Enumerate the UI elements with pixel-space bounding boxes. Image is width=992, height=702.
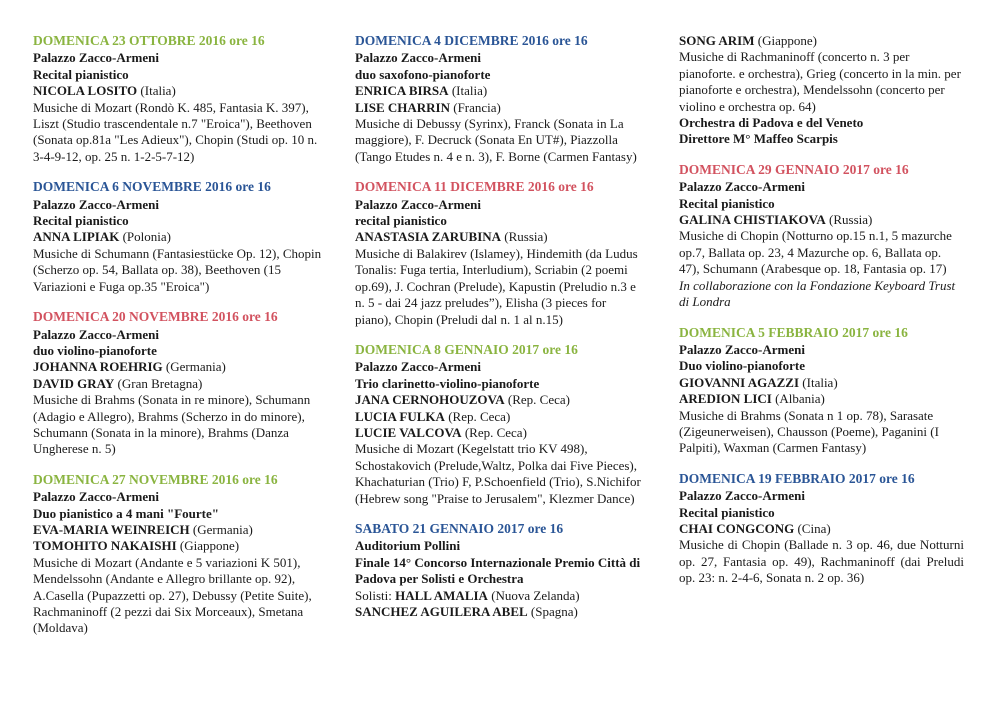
bold-text: recital pianistico [355, 213, 447, 229]
country-label: (Spagna) [527, 604, 578, 619]
concert-info-line [679, 505, 964, 521]
concert-info-line [33, 376, 323, 392]
bold-text: Palazzo Zacco-Armeni [679, 179, 805, 195]
bold-text: ENRICA BIRSA [355, 83, 449, 99]
concert-info-line [679, 212, 964, 228]
bold-text: DAVID GRAY [33, 375, 115, 391]
concert-info-line [33, 50, 323, 66]
concert-entry [33, 309, 323, 458]
bold-text: Direttore M° Maffeo Scarpis [679, 131, 838, 147]
bold-text: CHAI CONGCONG [679, 520, 795, 536]
line-text: Musiche di Brahms (Sonata n 1 op. 78), Sarasate (Zigeunerweisen), Chausson (Poeme), Paganini (I Palpiti), Waxman (Carmen Fantasy) [679, 407, 939, 456]
concert-info-line [33, 83, 323, 99]
concert-info-line [33, 67, 323, 83]
country-label: (Albania) [771, 391, 825, 407]
bold-text: Palazzo Zacco-Armeni [355, 196, 481, 212]
program-text [33, 246, 323, 295]
country-label: (Italia) [448, 83, 488, 99]
concert-info-line [679, 33, 964, 49]
bold-text: Palazzo Zacco-Armeni [33, 196, 159, 212]
bold-text: LUCIE VALCOVA [355, 424, 462, 440]
bold-text: Palazzo Zacco-Armeni [355, 50, 481, 66]
concert-info-line [679, 196, 964, 212]
country-label: (Polonia) [119, 229, 171, 245]
bold-text: Recital pianistico [679, 195, 775, 211]
concert-date-heading: SABATO 21 GENNAIO 2017 ore 16 [355, 520, 564, 536]
concert-info-line [355, 359, 645, 375]
line-text: Musiche di Balakirev (Islamey), Hindemith (da Ludus Tonalis: Fuga tertia, Interludium), Scriabin (2 poemi op.69), J. Cochran (Prelude), Kapustin (Preludio n.3 e n. 5 - dai 24 jazz preludes”), Elisha (3 pieces for piano), Chopin (Preludi dal n. 1 al n.15) [355, 245, 638, 327]
concert-info-line [355, 392, 645, 408]
bold-text: ANASTASIA ZARUBINA [355, 229, 502, 245]
country-label: (Rep. Ceca) [461, 424, 527, 440]
concert-info-line [355, 555, 645, 588]
bold-text: Recital pianistico [679, 504, 775, 520]
concert-entry [679, 33, 964, 148]
concert-info-line [33, 327, 323, 343]
concert-entry [355, 179, 645, 328]
bold-text: Palazzo Zacco-Armeni [33, 50, 159, 66]
bold-text: HALL AMALIA [395, 587, 488, 603]
country-label: (Gran Bretagna) [114, 375, 203, 391]
line-text: Musiche di Debussy (Syrinx), Franck (Sonata in La maggiore), F. Decruck (Sonata En UT#), Piazzolla (Tango Etudes n. 4 e n. 3), F. Borne (Carmen Fantasy) [355, 116, 637, 164]
concert-date-heading: DOMENICA 20 NOVEMBRE 2016 ore 16 [33, 309, 278, 325]
bold-text: JANA CERNOHOUZOVA [355, 392, 505, 408]
concert-entry [33, 179, 323, 295]
country-label: (Rep. Ceca) [504, 392, 570, 408]
program-text [679, 537, 964, 586]
concert-info-line [355, 588, 645, 604]
country-label: (Giappone) [176, 538, 240, 554]
concert-info-line [355, 376, 645, 392]
concert-entry [33, 33, 323, 165]
bold-text: JOHANNA ROEHRIG [33, 359, 163, 375]
bold-text: LISE CHARRIN [355, 99, 450, 115]
bold-text: Palazzo Zacco-Armeni [679, 341, 805, 357]
concert-info-line [355, 604, 645, 620]
bold-text: Palazzo Zacco-Armeni [679, 488, 805, 504]
concert-info-line [355, 67, 645, 83]
concert-info-line [33, 197, 323, 213]
bold-text: Palazzo Zacco-Armeni [355, 359, 481, 375]
program-text [679, 408, 964, 457]
concert-date-heading: DOMENICA 6 NOVEMBRE 2016 ore 16 [33, 179, 271, 195]
country-label: (Italia) [799, 374, 838, 390]
bold-text: TOMOHITO NAKAISHI [33, 538, 177, 554]
bold-text: Finale 14° Concorso Internazionale Premio Città di Padova per Solisti e Orchestra [355, 554, 641, 587]
concert-info-line [679, 179, 964, 195]
country-label: (Giappone) [754, 33, 817, 48]
bold-text: Recital pianistico [33, 66, 129, 82]
concert-info-line [679, 342, 964, 358]
bold-text: SONG ARIM [679, 33, 755, 48]
column-1 [33, 33, 323, 651]
concert-info-line [355, 538, 645, 554]
bold-text: Palazzo Zacco-Armeni [33, 489, 159, 505]
program-text [679, 228, 964, 277]
concert-date-heading: DOMENICA 5 FEBBRAIO 2017 ore 16 [679, 324, 908, 340]
program-text [355, 246, 645, 328]
line-text: Musiche di Rachmaninoff (concerto n. 3 per pianoforte. e orchestra), Grieg (concerto in la min. per pianoforte e orchestra), Mendelssohn (concerto per violino e orchestra op. 64) [679, 49, 961, 114]
concert-date-heading: DOMENICA 11 DICEMBRE 2016 ore 16 [355, 179, 594, 195]
concert-entry [679, 471, 964, 587]
bold-text: NICOLA LOSITO [33, 83, 138, 99]
concert-date-heading: DOMENICA 8 GENNAIO 2017 ore 16 [355, 341, 578, 357]
bold-text: SANCHEZ AGUILERA ABEL [355, 604, 528, 619]
program-text [679, 49, 964, 115]
concert-info-line [355, 229, 645, 245]
concert-info-line [355, 197, 645, 213]
bold-text: GIOVANNI AGAZZI [679, 374, 800, 390]
concert-info-line [355, 83, 645, 99]
bold-text: Duo violino-pianoforte [679, 358, 806, 374]
column-2 [355, 33, 645, 634]
bold-text: ANNA LIPIAK [33, 229, 120, 245]
concert-date-heading: DOMENICA 29 GENNAIO 2017 ore 16 [679, 161, 909, 177]
line-text: Musiche di Chopin (Ballade n. 3 op. 46, due Notturni op. 27, Fantasia op. 49), Rachmaninoff (dai Preludi op. 23: n. 2-4-6, Sonata n. 2 op. 36) [679, 537, 964, 586]
concert-info-line [355, 425, 645, 441]
line-text: Musiche di Mozart (Rondò K. 485, Fantasia K. 397), Liszt (Studio trascendentale n.7 "Eroica"), Beethoven (Sonata op.81a "Les Adieux"), Chopin (Studi op. 10 n. 3-4-9-12, op. 25 n. 1-2-5-7-12) [33, 99, 318, 164]
concert-info-line [679, 115, 964, 131]
concert-date-heading: DOMENICA 23 OTTOBRE 2016 ore 16 [33, 33, 265, 48]
country-label: (Rep. Ceca) [444, 408, 511, 424]
country-label: (Italia) [137, 83, 176, 99]
concert-date-heading: DOMENICA 19 FEBBRAIO 2017 ore 16 [679, 470, 915, 486]
concert-info-line [33, 522, 323, 538]
column-3 [679, 33, 964, 601]
concert-info-line [679, 358, 964, 374]
bold-text: EVA-MARIA WEINREICH [33, 521, 190, 537]
concert-info-line [33, 229, 323, 245]
bold-text: AREDION LICI [679, 391, 772, 407]
bold-text: Orchestra di Padova e del Veneto [679, 115, 864, 131]
bold-text: duo saxofono-pianoforte [355, 66, 491, 82]
bold-text: GALINA CHISTIAKOVA [679, 212, 826, 228]
concert-info-line [33, 213, 323, 229]
bold-text: Auditorium Pollini [355, 538, 461, 554]
bold-text: Duo pianistico a 4 mani "Fourte" [33, 505, 219, 521]
program-text [33, 392, 323, 458]
concert-info-line [33, 489, 323, 505]
concert-info-line [355, 50, 645, 66]
concert-entry [679, 325, 964, 457]
program-text [355, 441, 645, 507]
bold-text: Trio clarinetto-violino-pianoforte [355, 375, 540, 391]
country-label: (Russia) [825, 212, 873, 228]
concert-info-line [355, 409, 645, 425]
concert-date-heading: DOMENICA 4 DICEMBRE 2016 ore 16 [355, 33, 588, 48]
country-label: (Nuova Zelanda) [487, 587, 580, 603]
bold-text: Recital pianistico [33, 213, 129, 229]
concert-entry [355, 521, 645, 620]
country-label: (Francia) [450, 99, 501, 115]
concert-entry [33, 472, 323, 637]
concert-info-line [679, 488, 964, 504]
line-text: Musiche di Mozart (Kegelstatt trio KV 498), Schostakovich (Prelude,Waltz, Polka dai Five Pieces), Khachaturian (Trio) F, P.Schoenfield (Trio), S.Nichifor (Hebrew song "Praise to Jerusalem", Klezmer Dance) [355, 441, 641, 506]
country-label: (Cina) [794, 520, 831, 536]
program-text [33, 555, 323, 637]
concert-info-line [679, 131, 964, 147]
line-text: Musiche di Mozart (Andante e 5 variazioni K 501), Mendelssohn (Andante e Allegro brillante op. 92), A.Casella (Pupazzetti op. 27), Debussy (Petite Suite), Rachmaninoff (2 pezzi dai Six Morceaux), Smetana (Moldava) [33, 554, 312, 636]
country-label: (Germania) [162, 359, 226, 375]
concert-date-heading: DOMENICA 27 NOVEMBRE 2016 ore 16 [33, 471, 278, 487]
collaboration-note [679, 278, 964, 311]
line-prefix: Solisti: [355, 587, 396, 603]
concert-info-line [679, 521, 964, 537]
concert-entry [679, 162, 964, 311]
program-text [355, 116, 645, 165]
line-text: Musiche di Schumann (Fantasiestücke Op. 12), Chopin (Scherzo op. 54, Ballata op. 38), Beethoven (15 Variazioni e Fuga op.35 "Eroica") [33, 245, 322, 294]
concert-info-line [33, 359, 323, 375]
concert-entry [355, 342, 645, 507]
concert-entry [355, 33, 645, 165]
concert-info-line [33, 538, 323, 554]
program-text [33, 100, 323, 166]
concert-info-line [355, 213, 645, 229]
country-label: (Germania) [189, 521, 253, 537]
bold-text: Palazzo Zacco-Armeni [33, 326, 159, 342]
bold-text: duo violino-pianoforte [33, 342, 157, 358]
country-label: (Russia) [501, 229, 548, 245]
bold-text: LUCIA FULKA [355, 408, 445, 424]
concert-info-line [33, 343, 323, 359]
concert-info-line [33, 506, 323, 522]
line-text: Musiche di Brahms (Sonata in re minore), Schumann (Adagio e Allegro), Brahms (Scherzo in do minore), Schumann (Sonata in la minore), Brahms (Danza Ungherese n. 5) [33, 392, 311, 457]
line-text: Musiche di Chopin (Notturno op.15 n.1, 5 mazurche op.7, Ballata op. 23, 4 Mazurche op. 6, Ballata op. 47), Schumann (Arabesque op. 18, Fantasia op. 17) [679, 228, 952, 277]
concert-info-line [679, 375, 964, 391]
line-text: In collaborazione con la Fondazione Keyboard Trust di Londra [679, 277, 956, 310]
concert-info-line [679, 391, 964, 407]
concert-info-line [355, 100, 645, 116]
